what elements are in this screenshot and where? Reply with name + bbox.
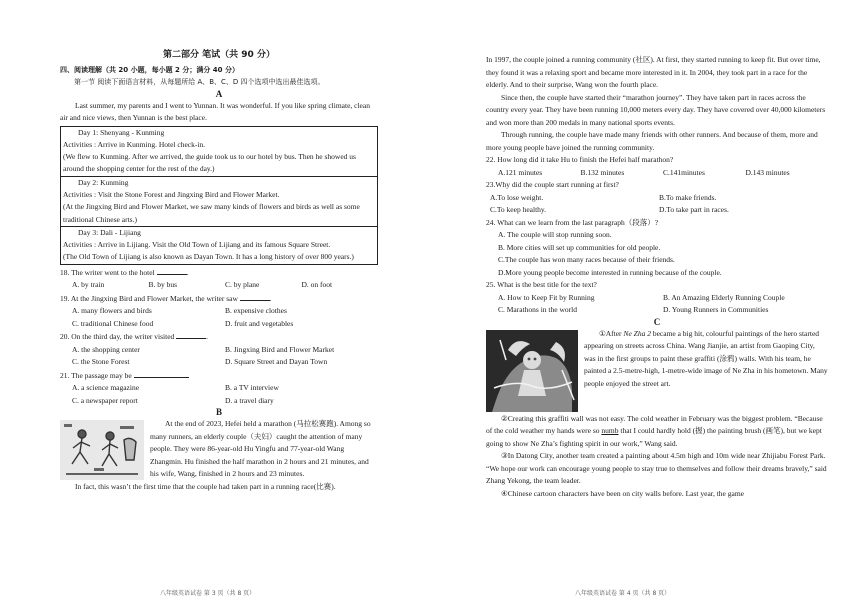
text-run: In Datong City, another team created a painting about 4.5m high and 10m wide near Zhijiabu Forest Park. “We hope our work can encourage young people to stay true to themselves and follow their dreams bravely,” said Zhang Yekong, the team leader.: [486, 451, 827, 485]
ne-zha-graffiti-image-icon: [486, 330, 578, 412]
answer-blank[interactable]: [157, 266, 187, 275]
itinerary-day: Day 2: Kunming: [78, 177, 129, 187]
question-21-options: [60, 382, 378, 395]
option[interactable]: D. Square Street and Dayan Town: [225, 357, 328, 367]
question-19: [60, 292, 378, 306]
option[interactable]: B. a TV interview: [225, 383, 279, 393]
right-column: [486, 54, 828, 500]
itinerary-table: [60, 126, 378, 265]
text-run: became a big hit, colourful paintings of the hero started appearing on streets across China. Wang Jianjie, an artist from Gaoping City, was in the first groups to paint these graffiti (涂鸦) walls. With his team, he painted a 2.5-metre-high, 1-metre-wide image of Ne Zha in his hometown. Many people enjoyed the street art.: [584, 328, 828, 388]
passage-a-letter: A: [215, 88, 223, 99]
question-24: 24. What can we learn from the last paragraph（段落）?: [486, 217, 659, 227]
option[interactable]: A. a science magazine: [72, 383, 140, 393]
option[interactable]: C.To keep healthy.: [490, 205, 547, 214]
option[interactable]: B. Jingxing Bird and Flower Market: [225, 344, 335, 354]
option[interactable]: B. An Amazing Elderly Running Couple: [663, 292, 785, 302]
question-25-options: [486, 304, 828, 317]
question-20-options: [60, 356, 378, 369]
film-title: Ne Zha 2: [623, 328, 651, 338]
option[interactable]: D.More young people become interested in running because of the couple.: [498, 267, 722, 277]
question-stem: 18. The writer went to the hotel: [60, 267, 155, 277]
text-run: After: [605, 328, 624, 338]
option[interactable]: C. traditional Chinese food: [72, 318, 154, 328]
question-stem: 21. The passage may be: [60, 370, 132, 380]
paragraph: In 1997, the couple joined a running community (社区). At first, they started running to keep fit. But over time, they found it was a relaxing sport and became more interested in it. In 2004, they took part in a race for the elderly. And to their surprise, Wang won the fourth place.: [486, 55, 821, 89]
paragraph: [486, 413, 828, 451]
paragraph-number: ②: [501, 413, 508, 423]
page-footer: 八年级英语试卷 第 3 页（共 8 页）: [160, 590, 256, 597]
option[interactable]: B. by bus: [148, 280, 178, 290]
option[interactable]: C.The couple has won many races because of their friends.: [498, 255, 675, 264]
left-column: [60, 52, 378, 494]
passage-a-intro: Last summer, my parents and I went to Yunnan. It was wonderful. If you like spring climate, clean air and nice views, then Yunnan is the best place.: [60, 100, 370, 122]
text-run: Creating this graffiti wall was not easy. The cold weather in February was the biggest problem. “Because of the cold weather my hands were so: [486, 413, 823, 435]
option[interactable]: D.To take part in races.: [659, 205, 729, 214]
option[interactable]: B.To make friends.: [659, 192, 717, 202]
paragraph: Since then, the couple have started their “marathon journey”. They have taken part in races across the country every year. They have been running 10,000 meters every day. They have covered over 40,000 kilometers and won more than 200 medals in many national sports events.: [486, 92, 826, 127]
option[interactable]: B.132 minutes: [580, 167, 625, 177]
question-23: 23.Why did the couple start running at first?: [486, 180, 619, 189]
question-22-options: [486, 167, 828, 180]
option[interactable]: C. a newspaper report: [72, 395, 138, 405]
passage-b-letter: B: [215, 407, 222, 418]
option[interactable]: B. expensive clothes: [225, 306, 287, 316]
option[interactable]: C. by plane: [225, 280, 260, 290]
option[interactable]: C.141minutes: [663, 167, 705, 177]
option[interactable]: C. the Stone Forest: [72, 357, 130, 367]
question-end: .: [206, 332, 209, 342]
paragraph-number: ③: [501, 451, 508, 460]
option[interactable]: A.121 minutes: [498, 167, 543, 177]
question-19-options: [60, 305, 378, 318]
question-20-options: [60, 344, 378, 357]
itinerary-note: (The Old Town of Lijiang is also known as Dayan Town. It has a long history of over 800 years.): [63, 252, 354, 262]
section-title: 四、阅读理解（共 20 小题，每小题 2 分；满分 40 分）: [60, 65, 239, 74]
passage-b-p1: [60, 418, 378, 481]
question-22: 22. How long did it take Hu to finish the Hefei half marathon?: [486, 155, 674, 164]
option[interactable]: D. on foot: [301, 280, 333, 290]
option[interactable]: B. More cities will set up communities for old people.: [498, 242, 661, 252]
option[interactable]: A. by train: [72, 280, 105, 290]
question-21: [60, 369, 378, 383]
itinerary-activities: Activities : Arrive in Lijiang. Visit the Old Town of Lijiang and its famous Square Street.: [63, 240, 331, 250]
part-title: 第二部分 笔试（共 90 分）: [163, 50, 275, 60]
question-18: [60, 266, 378, 280]
option[interactable]: A. the shopping center: [72, 344, 140, 354]
question-18-options: [60, 279, 378, 292]
paragraph: At the end of 2023, Hefei held a marathon (马拉松赛跑). Among so many runners, an elderly couple（夫妇）caught the attention of many people. They were 86-year-old Hu Yingfu and 77-year-old Wang Zhangmin. Hu finished the half marathon in 2 hours and 21 minutes, and his wife, Wang, finished in 2 hours and 23 minutes.: [150, 419, 371, 479]
option[interactable]: D. fruit and vegetables: [225, 318, 294, 328]
itinerary-day: Day 3: Dali - Lijiang: [78, 227, 141, 237]
question-25: 25. What is the best title for the text?: [486, 280, 597, 289]
question-end: .: [186, 267, 189, 277]
option[interactable]: A.To lose weight.: [490, 192, 544, 202]
paragraph: In fact, this wasn’t the first time that the couple had taken part in a running race(比赛).: [75, 482, 336, 492]
paragraph: [486, 488, 828, 501]
question-25-options: [486, 292, 828, 305]
itinerary-note: (At the Jingxing Bird and Flower Market, we saw many kinds of flowers and birds as well as some traditional Chinese arts.): [63, 202, 360, 224]
section-instructions: 第一节 阅读下面语言材料，从每题所给 A、B、C、D 四个选项中选出最佳选项。: [74, 78, 325, 86]
answer-blank[interactable]: [240, 292, 270, 301]
option[interactable]: D.143 minutes: [745, 167, 790, 177]
question-stem: 20. On the third day, the writer visited: [60, 332, 175, 342]
option[interactable]: A. How to Keep Fit by Running: [498, 292, 595, 302]
passage-c-p1: [486, 328, 828, 391]
option[interactable]: A. The couple will stop running soon.: [498, 230, 612, 239]
question-19-options: [60, 318, 378, 331]
option[interactable]: D. Young Runners in Communities: [663, 305, 769, 314]
itinerary-activities: Activities : Visit the Stone Forest and Jingxing Bird and Flower Market.: [63, 189, 280, 199]
paragraph: [486, 450, 828, 488]
option[interactable]: A. many flowers and birds: [72, 306, 152, 316]
question-23-options: [486, 204, 828, 217]
paragraph: Through running, the couple have made many friends with other runners. And because of them, more and more young people have joined the running community.: [486, 130, 818, 152]
right-page: [430, 0, 860, 609]
question-21-options: [60, 395, 378, 408]
itinerary-activities: Activities : Arrive in Kunming. Hotel check-in.: [63, 139, 206, 149]
page-footer: 八年级英语试卷 第 4 页（共 8 页）: [575, 590, 671, 597]
question-stem: 19. At the Jingxing Bird and Flower Market, the writer saw: [60, 293, 238, 303]
answer-blank[interactable]: [176, 330, 209, 342]
passage-c-letter: C: [653, 316, 661, 327]
question-20: [60, 330, 378, 344]
itinerary-day: Day 1: Shenyang - Kunming: [78, 127, 165, 137]
text-run: Chinese cartoon characters have been on city walls before. Last year, the game: [507, 488, 744, 498]
paragraph-number: ④: [501, 488, 508, 498]
runners-illustration-icon: [60, 420, 144, 480]
paragraph-number: ①: [599, 328, 606, 338]
text-run: that I could hardly hold (握) the painting brush (画笔), but we kept going to show Ne Zha’s fighting spirit in our work,” Wang said.: [486, 426, 822, 448]
option[interactable]: C. Marathons in the world: [498, 305, 577, 314]
question-end: .: [269, 293, 272, 303]
option[interactable]: D. a travel diary: [225, 395, 274, 405]
underlined-word: numb: [601, 426, 619, 435]
question-23-options: [486, 192, 828, 205]
answer-blank[interactable]: [134, 369, 189, 378]
itinerary-note: (We flew to Kunming. After we arrived, the guide took us to our hotel by bus. Then he showed us around the shopping center for the rest of the day.): [63, 152, 356, 174]
